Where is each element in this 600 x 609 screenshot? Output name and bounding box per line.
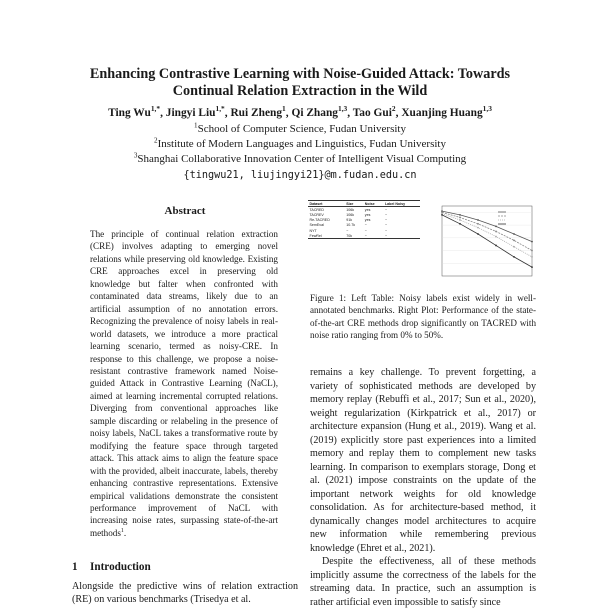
table-cell: FewRel xyxy=(309,233,322,238)
author-email: {tingwu21, liujingyi21}@m.fudan.edu.cn xyxy=(183,169,417,181)
data-point xyxy=(459,219,461,221)
author-name: Jingyi Liu xyxy=(165,107,216,119)
data-point xyxy=(531,241,533,243)
data-point xyxy=(495,245,497,247)
abstract-heading: Abstract xyxy=(164,205,206,217)
affiliation-1: $^1$School of Computer Science, Fudan University xyxy=(194,121,406,135)
table-header: Size xyxy=(346,201,354,206)
author-affiliation-mark: 1 xyxy=(282,104,286,114)
table-cell: ~ xyxy=(384,212,388,217)
data-point xyxy=(513,233,515,235)
table-cell: ~ xyxy=(346,228,349,233)
author-name: Rui Zheng xyxy=(230,107,283,119)
data-point xyxy=(513,239,515,241)
author-name: Qi Zhang xyxy=(291,107,338,119)
table-cell: yes xyxy=(364,212,371,217)
table-cell: 70k xyxy=(346,233,353,238)
table-cell: ~ xyxy=(384,223,388,228)
table-header: Dataset xyxy=(309,201,323,206)
section-body: Alongside the predictive wins of relation extraction (RE) on various benchmarks (Trisedya et al. xyxy=(72,581,298,606)
data-point xyxy=(477,223,479,225)
abstract-text: The principle of continual relation extraction (CRE) involves adapting to emerging novel relations while preserving old knowledge. Existing CRE approaches excel in preserving old knowledge but falter when confronted with contaminated data streams, likely due to an artificial assumption of no annotation errors. Recognizing the prevalence of noisy labels in real-world datasets, we introduce a more practical learning scenario, termed as noisy-CRE. In response to this challenge, we propose a noise-resistant contrastive framework named Noise-guided Attack in Contrastive Learning (NaCL), aimed at learning incremental corrupted relations. Diverging from conventional approaches like sample discarding or relabeling in the presence of noisy labels, NaCL takes a transformative route by modifying the feature space through targeted attack. This attack aims to align the feature space with the provided, albeit inaccurate, labels, thereby enhancing contrastive representations. Extensive empirical validations demonstrate the consistent performance improvement of NaCL with increasing noise rates, surpassing state-of-the-art methods xyxy=(90,229,278,538)
table-cell: 106k xyxy=(346,207,355,212)
data-point xyxy=(495,236,497,238)
right-column-body xyxy=(310,366,536,609)
table-header: Label Noisy xyxy=(384,201,406,206)
author-affiliation-mark: 1,3 xyxy=(337,104,348,114)
data-point xyxy=(531,266,533,268)
section-heading xyxy=(72,561,151,573)
data-point xyxy=(495,225,497,227)
data-point xyxy=(459,214,461,216)
table-cell: ~ xyxy=(364,223,367,228)
table-cell: SemEval xyxy=(309,223,324,228)
data-point xyxy=(477,233,479,235)
table-cell: yes xyxy=(364,207,371,212)
data-point xyxy=(441,214,443,216)
table-cell: yes xyxy=(364,218,371,223)
table-cell: TACRED xyxy=(309,207,325,212)
data-point xyxy=(513,246,515,248)
table-header: Noise xyxy=(364,201,375,206)
abstract-body: The principle of continual relation extraction (CRE) involves adapting to emerging novel relations while preserving old knowledge. Existing CRE approaches excel in preserving old knowledge but falter when confronted with contaminated data streams, likely due to an artificial assumption of no annotation errors. Recognizing the prevalence of noisy labels in real-world datasets, we introduce a more practical learning scenario, termed as noisy-CRE. In response to this challenge, we propose a noise-resistant contrastive framework named Noise-guided Attack in Contrastive Learning (NaCL), aimed at learning incremental corrupted relations. Diverging from conventional approaches like sample discarding or relabeling in the presence of noisy labels, NaCL takes a transformative route by modifying the feature space through targeted attack. This attack aims to align the feature space with the provided, albeit inaccurate, labels, thereby enhancing contrastive representations. Extensive empirical validations demonstrate the consistent performance improvement of NaCL with increasing noise rates, surpassing state-of-the-art methods$^1$. xyxy=(90,229,278,538)
author-affiliation-mark: 2 xyxy=(391,104,396,114)
table-cell: 10.7k xyxy=(346,223,356,228)
table-cell: ~ xyxy=(364,233,367,238)
affiliations xyxy=(40,122,560,183)
data-point xyxy=(459,223,461,225)
plot-frame xyxy=(442,206,532,276)
author-name: Ting Wu xyxy=(108,107,151,119)
table-cell: TACREV xyxy=(309,212,324,217)
author-affiliation-mark: 1,* xyxy=(150,104,161,114)
section-title: Introduction xyxy=(90,561,151,573)
data-point xyxy=(477,219,479,221)
paragraph: Despite the effectiveness, all of these methods implicitly assume the correctness of the labels for the streaming data. In practice, such an assumption is rather artificial even impossible to satisfy since xyxy=(310,556,536,608)
noise-table xyxy=(308,200,420,239)
affiliation-3: $^3$Shanghai Collaborative Innovation Center of Intelligent Visual Computing xyxy=(133,151,467,166)
section-number: 1 xyxy=(72,561,78,573)
table-cell: ~ xyxy=(384,228,388,233)
table-row xyxy=(308,233,420,239)
affiliation-2: $^2$Institute of Modern Languages and Linguistics, Fudan University xyxy=(154,136,446,151)
table-cell: 91k xyxy=(346,218,353,223)
performance-plot xyxy=(428,202,536,284)
table-cell: Re-TACRED xyxy=(309,218,330,223)
author-name: Tao Gui xyxy=(352,107,392,119)
data-point xyxy=(531,250,533,252)
footnote-mark: 1 xyxy=(120,527,124,534)
paragraph: remains a key challenge. To prevent forgetting, a variety of sophisticated methods are developed by memory replay (Rebuffi et al., 2017; Sun et al., 2020), weight regularization (Kirkpatrick et al., 2017) or architecture expansion (Hung et al., 2019). Wang et al. (2019) explicitly store past experiences into a limited memory and replay them to complement new tasks learning. In comparison to exemplars storage, Dong et al. (2021) impose constraints on the update of the important network weights for old knowledge consolidation. As for architecture-based method, it dynamically changes model architectures to acquire new information while remembering previous knowledge (Ehret et al., 2021). xyxy=(310,367,536,554)
data-point xyxy=(513,256,515,258)
data-point xyxy=(477,227,479,229)
table-cell: NYT xyxy=(309,228,317,233)
author-affiliation-mark: 1,3 xyxy=(482,104,492,114)
table-cell: 106k xyxy=(346,212,355,217)
paper-title xyxy=(40,66,560,100)
author-list: Ting $Wu^{1,*}$, Jingyi Liu$^{1,*}$, Rui Zheng$^1$, Qi Zhang$^{1,3}$, Tao Gui$^2$, Xuanjing Huang$^{1,3}$ xyxy=(108,104,492,119)
author-affiliation-mark: 1,* xyxy=(215,104,225,114)
title-line-1: Enhancing Contrastive Learning with Noise-Guided Attack: Towards xyxy=(89,66,511,82)
author-name: Xuanjing Huang xyxy=(401,107,483,119)
data-point xyxy=(495,231,497,233)
table-cell: ~ xyxy=(364,228,367,233)
table-cell: ~ xyxy=(384,233,388,238)
table-cell: ~ xyxy=(384,207,388,212)
figure-caption: Figure 1: Left Table: Noisy labels exist widely in well-annotated benchmarks. Right Plot: Performance of the state-of-the-art CRE methods drop significantly on TACRED with noise ratio ranging from 0% to 50%. xyxy=(310,293,536,341)
data-point xyxy=(459,217,461,219)
title-line-2: Continual Relation Extraction in the Wild xyxy=(172,83,428,99)
data-point xyxy=(531,256,533,258)
figure-1 xyxy=(308,200,536,284)
table-cell: ~ xyxy=(384,218,388,223)
